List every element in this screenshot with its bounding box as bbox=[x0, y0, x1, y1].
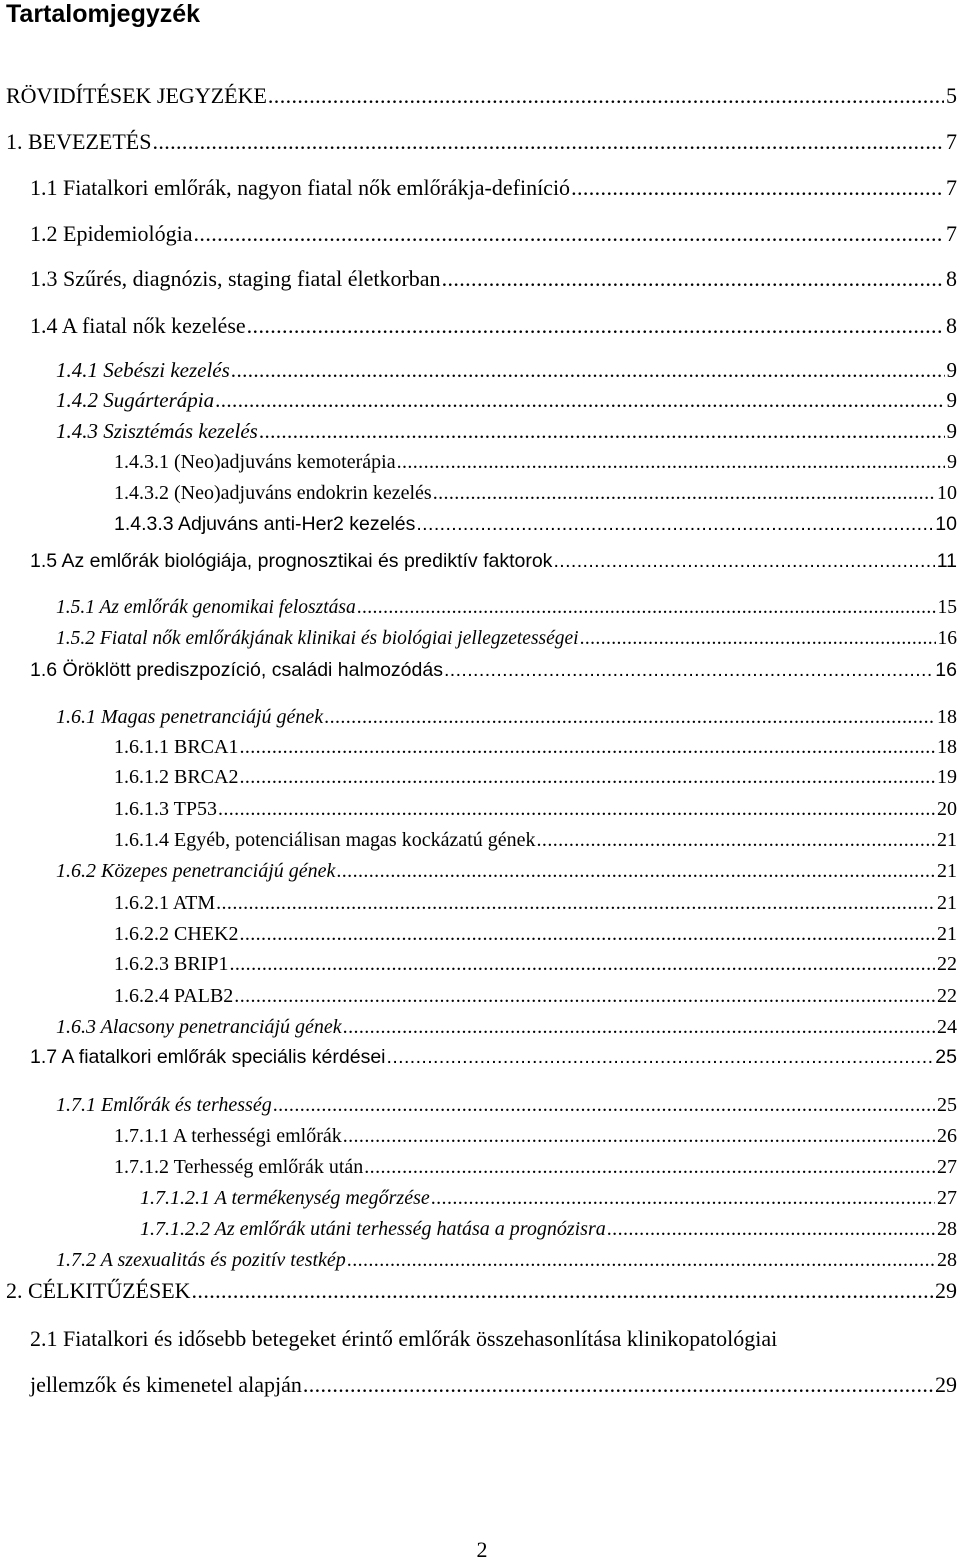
toc-entry-page: 16 bbox=[935, 659, 957, 681]
toc-entry[interactable] bbox=[114, 920, 957, 948]
toc-entry[interactable] bbox=[114, 795, 957, 823]
toc-entry-page: 21 bbox=[937, 892, 957, 914]
dot-leader bbox=[215, 386, 944, 414]
toc-entry-page: 8 bbox=[946, 313, 957, 338]
toc-entry[interactable] bbox=[6, 128, 957, 156]
toc-entry-page: 18 bbox=[937, 736, 957, 758]
toc-entry-page: 16 bbox=[937, 628, 957, 649]
dot-leader bbox=[397, 448, 945, 476]
toc-entry[interactable] bbox=[30, 656, 957, 684]
toc-entry[interactable] bbox=[114, 982, 957, 1010]
toc-entry-page: 5 bbox=[946, 83, 957, 108]
dot-leader bbox=[152, 128, 944, 156]
toc-entry-label: 1.7.1.2.2 Az emlőrák utáni terhesség hatása a prognózisra bbox=[140, 1218, 606, 1240]
toc-entry-page: 7 bbox=[946, 175, 957, 200]
toc-entry-label: 1.4.2 Sugárterápia bbox=[56, 388, 215, 412]
toc-entry-page: 8 bbox=[946, 266, 957, 291]
toc-entry-page: 9 bbox=[946, 419, 957, 443]
page-number: 2 bbox=[476, 1537, 488, 1562]
toc-entry[interactable] bbox=[6, 1277, 957, 1305]
toc-entry[interactable] bbox=[56, 594, 957, 622]
toc-entry-label: 1.5.1 Az emlőrák genomikai felosztása bbox=[56, 597, 356, 618]
toc-entry[interactable] bbox=[140, 1184, 957, 1212]
dot-leader bbox=[234, 982, 935, 1010]
toc-entry[interactable] bbox=[30, 265, 957, 293]
toc-entry-label: 1.7.2 A szexualitás és pozitív testkép bbox=[56, 1249, 346, 1271]
dot-leader bbox=[218, 795, 935, 823]
toc-entry-page: 27 bbox=[937, 1187, 957, 1209]
toc-entry-label: 1.6.3 Alacsony penetranciájú gének bbox=[56, 1016, 342, 1038]
toc-entry-page: 29 bbox=[935, 1372, 957, 1397]
toc-entry[interactable] bbox=[56, 1091, 957, 1119]
toc-entry-label: 1.4.1 Sebészi kezelés bbox=[56, 358, 230, 382]
dot-leader bbox=[229, 950, 935, 978]
toc-entry-page: 20 bbox=[937, 798, 957, 820]
toc-entry-label: 1.4.3.2 (Neo)adjuváns endokrin kezelés bbox=[114, 482, 432, 504]
toc-entry[interactable] bbox=[56, 1013, 957, 1041]
dot-leader bbox=[336, 857, 935, 885]
toc-entry-page: 15 bbox=[937, 597, 957, 618]
toc-entry-page: 10 bbox=[935, 513, 957, 535]
toc-entry-page: 21 bbox=[937, 829, 957, 851]
toc-entry-page: 28 bbox=[937, 1218, 957, 1240]
toc-entry-page: 22 bbox=[937, 953, 957, 975]
dot-leader bbox=[416, 510, 933, 538]
toc-entry-label: 1.5.2 Fiatal nők emlőrákjának klinikai és biológiai jellegzetességei bbox=[56, 628, 579, 649]
dot-leader bbox=[387, 1043, 934, 1071]
toc-entry[interactable] bbox=[56, 386, 957, 414]
dot-leader bbox=[247, 312, 944, 340]
dot-leader bbox=[553, 547, 934, 575]
toc-entry-page: 29 bbox=[935, 1278, 957, 1303]
dot-leader bbox=[268, 82, 944, 110]
dot-leader bbox=[259, 417, 945, 445]
toc-entry-page: 18 bbox=[937, 706, 957, 728]
toc-entry-page: 7 bbox=[946, 129, 957, 154]
toc-entry[interactable] bbox=[140, 1215, 957, 1243]
dot-leader bbox=[194, 220, 944, 248]
toc-entry[interactable] bbox=[114, 1122, 957, 1150]
toc-entry-label: 1.6.2.2 CHEK2 bbox=[114, 923, 239, 945]
dot-leader bbox=[433, 479, 935, 507]
dot-leader bbox=[364, 1153, 935, 1181]
toc-entry-label: 1.6.2.3 BRIP1 bbox=[114, 953, 229, 975]
dot-leader bbox=[537, 826, 935, 854]
toc-entry-label: 1.1 Fiatalkori emlőrák, nagyon fiatal nők emlőrákja-definíció bbox=[30, 175, 571, 200]
dot-leader bbox=[324, 703, 935, 731]
toc-title: Tartalomjegyzék bbox=[6, 0, 201, 28]
toc-entry-label: 1.6 Öröklött prediszpozíció, családi halmozódás bbox=[30, 659, 443, 681]
dot-leader bbox=[444, 656, 933, 684]
toc-entry-label: 1.2 Epidemiológia bbox=[30, 221, 193, 246]
toc-entry-label: 1. BEVEZETÉS bbox=[6, 129, 152, 154]
toc-entry-label: 2.1 Fiatalkori és idősebb betegeket érintő emlőrák összehasonlítása klinikopatológiai bbox=[30, 1326, 778, 1351]
toc-entry-page: 19 bbox=[937, 766, 957, 788]
toc-entry-label: 1.6.1.2 BRCA2 bbox=[114, 766, 239, 788]
dot-leader bbox=[273, 1091, 935, 1119]
toc-entry-label: 1.6.1.4 Egyéb, potenciálisan magas kockázatú gének bbox=[114, 829, 536, 851]
toc-entry-label: 1.6.1.3 TP53 bbox=[114, 798, 217, 820]
toc-entry-page: 11 bbox=[936, 550, 957, 572]
toc-entry[interactable] bbox=[114, 950, 957, 978]
toc-entry-page: 21 bbox=[937, 923, 957, 945]
toc-entry-label: 1.4.3.1 (Neo)adjuváns kemoterápia bbox=[114, 451, 396, 473]
toc-entry[interactable] bbox=[56, 1246, 957, 1274]
dot-leader bbox=[442, 265, 944, 293]
dot-leader bbox=[231, 356, 945, 384]
toc-entry-label: 1.7.1.2.1 A termékenység megőrzése bbox=[140, 1187, 430, 1209]
dot-leader bbox=[303, 1371, 933, 1399]
toc-entry[interactable] bbox=[30, 174, 957, 202]
toc-entry-page: 9 bbox=[947, 451, 957, 473]
toc-entry-label: 1.4.3 Szisztémás kezelés bbox=[56, 419, 258, 443]
toc-entry-page: 10 bbox=[937, 482, 957, 504]
toc-entry[interactable] bbox=[30, 1371, 957, 1399]
toc-entry[interactable] bbox=[56, 703, 957, 731]
toc-entry-label: 1.6.1.1 BRCA1 bbox=[114, 736, 239, 758]
toc-entry[interactable] bbox=[114, 510, 957, 538]
toc-entry[interactable] bbox=[56, 857, 957, 885]
toc-entry-page: 25 bbox=[935, 1046, 957, 1068]
toc-entry[interactable] bbox=[114, 1153, 957, 1181]
toc-entry[interactable] bbox=[114, 733, 957, 761]
dot-leader bbox=[431, 1184, 935, 1212]
dot-leader bbox=[216, 889, 935, 917]
toc-entry-label: jellemzők és kimenetel alapján bbox=[30, 1372, 302, 1397]
toc-entry-label: 1.7.1.2 Terhesség emlőrák után bbox=[114, 1156, 364, 1178]
toc-entry-page: 7 bbox=[946, 221, 957, 246]
toc-entry-page: 21 bbox=[937, 860, 957, 882]
toc-entry-page: 24 bbox=[937, 1016, 957, 1038]
toc-entry-label: 2. CÉLKITŰZÉSEK bbox=[6, 1278, 191, 1303]
dot-leader bbox=[580, 625, 936, 653]
toc-entry-label: 1.7.1 Emlőrák és terhesség bbox=[56, 1094, 272, 1116]
dot-leader bbox=[357, 594, 936, 622]
toc-entry-label: 1.7 A fiatalkori emlőrák speciális kérdései bbox=[30, 1046, 386, 1068]
dot-leader bbox=[347, 1246, 935, 1274]
toc-entry[interactable] bbox=[114, 763, 957, 791]
toc-entry[interactable] bbox=[30, 312, 957, 340]
toc-entry-label: RÖVIDÍTÉSEK JEGYZÉKE bbox=[6, 83, 267, 108]
toc-entry-page: 28 bbox=[937, 1249, 957, 1271]
dot-leader bbox=[343, 1013, 935, 1041]
dot-leader bbox=[571, 174, 944, 202]
toc-entry[interactable] bbox=[56, 625, 957, 653]
toc-entry-page: 9 bbox=[946, 388, 957, 412]
toc-entry-label: 1.6.2 Közepes penetranciájú gének bbox=[56, 860, 336, 882]
dot-leader bbox=[343, 1122, 935, 1150]
toc-entry-label: 1.6.2.1 ATM bbox=[114, 892, 216, 914]
toc-entry[interactable] bbox=[114, 889, 957, 917]
toc-entry-label: 1.4.3.3 Adjuváns anti-Her2 kezelés bbox=[114, 513, 416, 535]
toc-entry-page: 22 bbox=[937, 985, 957, 1007]
dot-leader bbox=[239, 763, 935, 791]
toc-entry[interactable] bbox=[114, 479, 957, 507]
toc-entry[interactable] bbox=[30, 547, 957, 575]
dot-leader bbox=[192, 1277, 933, 1305]
toc-entry-label: 1.5 Az emlőrák biológiája, prognosztikai és prediktív faktorok bbox=[30, 550, 553, 572]
dot-leader bbox=[239, 920, 935, 948]
toc-entry[interactable] bbox=[56, 356, 957, 384]
toc-entry-page: 25 bbox=[937, 1094, 957, 1116]
toc-entry-label: 1.6.1 Magas penetranciájú gének bbox=[56, 706, 324, 728]
toc-entry-page: 9 bbox=[946, 358, 957, 382]
toc-entry-label: 1.3 Szűrés, diagnózis, staging fiatal életkorban bbox=[30, 266, 441, 291]
toc-entry[interactable] bbox=[6, 82, 957, 110]
dot-leader bbox=[607, 1215, 935, 1243]
toc-entry-label: 1.7.1.1 A terhességi emlőrák bbox=[114, 1125, 342, 1147]
toc-entry-page: 26 bbox=[937, 1125, 957, 1147]
toc-entry-page: 27 bbox=[937, 1156, 957, 1178]
toc-entry[interactable] bbox=[114, 826, 957, 854]
toc-entry-label: 1.4 A fiatal nők kezelése bbox=[30, 313, 246, 338]
toc-entry[interactable] bbox=[114, 448, 957, 476]
dot-leader bbox=[239, 733, 935, 761]
toc-entry[interactable] bbox=[30, 220, 957, 248]
toc-entry[interactable] bbox=[30, 1043, 957, 1071]
toc-entry[interactable] bbox=[56, 417, 957, 445]
toc-entry-label: 1.6.2.4 PALB2 bbox=[114, 985, 234, 1007]
